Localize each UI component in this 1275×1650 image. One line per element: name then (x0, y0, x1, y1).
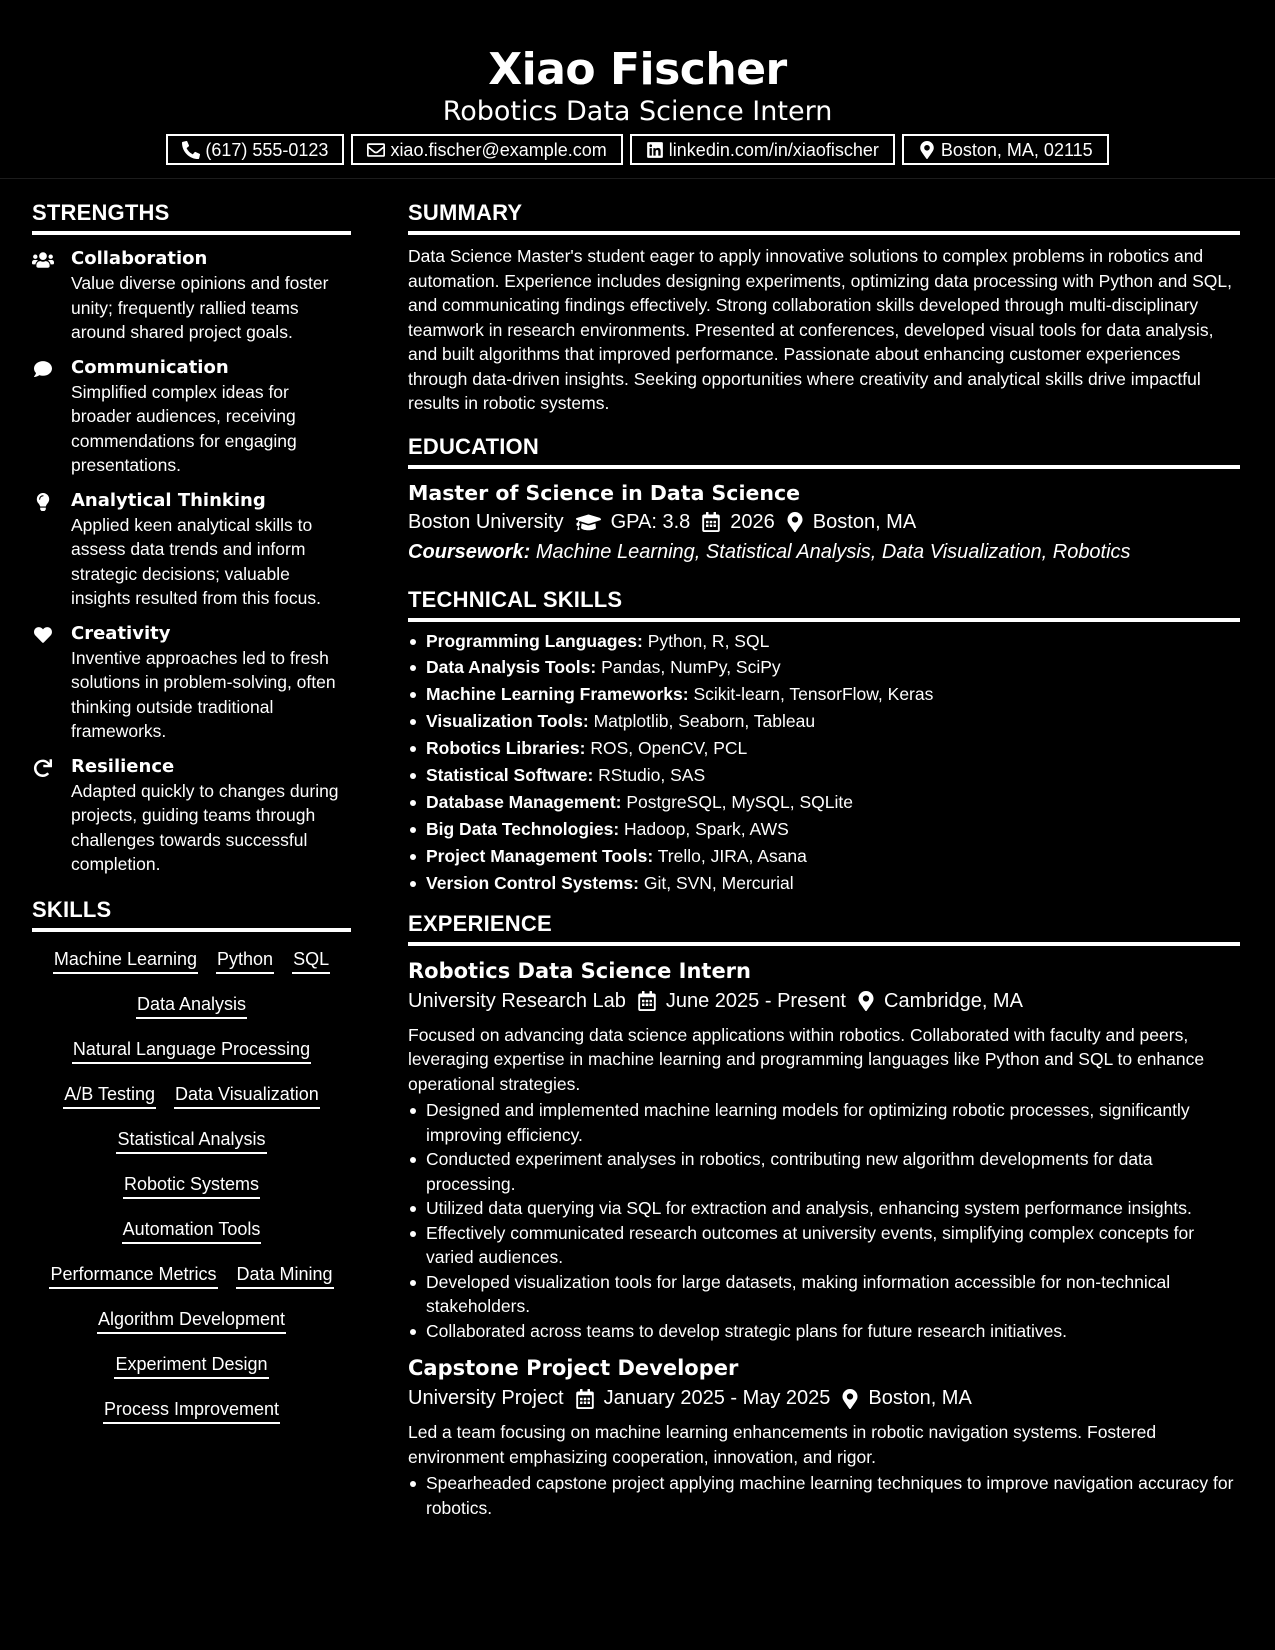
job-org: University Project (408, 1387, 564, 1410)
strength-desc: Adapted quickly to changes during projects, guiding teams through challenges towards successful completion. (71, 780, 339, 874)
contact-phone[interactable] (166, 134, 344, 165)
summary-heading: SUMMARY (408, 198, 1240, 235)
strength-name: Resilience (71, 755, 175, 777)
summary-text: Data Science Master's student eager to apply innovative solutions to complex problems in robotics and automation. Experience includes designing experiments, optimizing data processing with Python and SQL, and communicating findings effectively. Strong collaboration skills developed through multi-disciplinary teamwork in research environments. Presented at conferences, developed visual tools for data analysis, and built algorithms that improved performance. Passionate about enhancing customer experiences through data-driven insights. Seeking opportunities where creativity and analytical skills drive impactful results in robotic systems. (408, 246, 1232, 413)
contact-text: xiao.fischer@example.com (390, 139, 607, 160)
job-entry (408, 1353, 1240, 1520)
coursework-list: Machine Learning, Statistical Analysis, Data Visualization, Robotics (535, 540, 1131, 563)
strength-name: Creativity (71, 622, 171, 644)
contact-email[interactable] (351, 134, 622, 165)
skills-list (32, 948, 351, 1424)
skill-tag: Natural Language Processing (72, 1038, 311, 1064)
job-org: University Research Lab (408, 989, 626, 1012)
list-item: Project Management Tools: Trello, JIRA, Asana (408, 843, 1240, 870)
strength-item (32, 247, 351, 345)
calendar-icon (576, 1389, 594, 1409)
skill-tag: Process Improvement (103, 1398, 280, 1424)
skill-tag: Automation Tools (122, 1218, 262, 1244)
strength-desc: Applied keen analytical skills to assess data trends and inform strategic decisions; valuable insights resulted from this focus. (71, 514, 321, 608)
skill-tag: Machine Learning (53, 948, 198, 974)
job-dates: January 2025 - May 2025 (603, 1387, 831, 1410)
technical-skills-heading: TECHNICAL SKILLS (408, 585, 1240, 622)
contact-location[interactable] (902, 134, 1109, 165)
strengths-list (32, 247, 351, 877)
strength-item (32, 755, 351, 877)
strength-item (32, 489, 351, 611)
education-location: Boston, MA (812, 510, 917, 533)
list-item: Database Management: PostgreSQL, MySQL, SQLite (408, 789, 1240, 816)
list-item: Utilized data querying via SQL for extraction and analysis, enhancing system performance insights. (408, 1196, 1240, 1221)
strength-desc: Value diverse opinions and foster unity; frequently rallied teams around shared project goals. (71, 273, 329, 342)
strength-item (32, 356, 351, 478)
list-item: Visualization Tools: Matplotlib, Seaborn, Tableau (408, 708, 1240, 735)
job-location: Boston, MA (868, 1387, 972, 1410)
map-marker-icon (842, 1389, 858, 1409)
education-heading: EDUCATION (408, 432, 1240, 469)
skill-tag: Data Visualization (174, 1083, 320, 1109)
list-item: Developed visualization tools for large datasets, making information accessible for non-technical stakeholders. (408, 1270, 1240, 1319)
education-meta (408, 507, 1240, 537)
technical-skills-list (408, 628, 1240, 897)
skills-heading: SKILLS (32, 895, 351, 932)
job-dates: June 2025 - Present (665, 989, 846, 1012)
phone-icon (182, 141, 200, 159)
strength-item (32, 622, 351, 744)
list-item: Collaborated across teams to develop strategic plans for future research initiatives. (408, 1319, 1240, 1344)
list-item: Robotics Libraries: ROS, OpenCV, PCL (408, 735, 1240, 762)
list-item: Version Control Systems: Git, SVN, Mercurial (408, 870, 1240, 897)
skill-tag: Robotic Systems (123, 1173, 260, 1199)
skill-tag: Statistical Analysis (116, 1128, 266, 1154)
skill-tag: Data Mining (236, 1263, 334, 1289)
strengths-heading: STRENGTHS (32, 198, 351, 235)
contact-text: (617) 555-0123 (205, 139, 329, 160)
skill-tag: Algorithm Development (97, 1308, 286, 1334)
strength-name: Communication (71, 356, 229, 378)
redo-icon (32, 759, 54, 777)
job-bullets (408, 1098, 1240, 1343)
job-title: Robotics Data Science Intern (408, 958, 751, 983)
right-column (408, 198, 1240, 1520)
education-degree: Master of Science in Data Science (408, 480, 801, 505)
left-column (32, 198, 351, 1443)
skill-tag: SQL (292, 948, 330, 974)
users-icon (32, 251, 54, 269)
strength-name: Analytical Thinking (71, 489, 266, 511)
skill-tag: Performance Metrics (49, 1263, 217, 1289)
list-item: Statistical Software: RStudio, SAS (408, 762, 1240, 789)
strength-desc: Inventive approaches led to fresh solutions in problem-solving, often thinking outside traditional frameworks. (71, 647, 336, 741)
contact-text: Boston, MA, 02115 (940, 139, 1093, 160)
candidate-title: Robotics Data Science Intern (442, 96, 833, 127)
list-item: Spearheaded capstone project applying machine learning techniques to improve navigation accuracy for robotics. (408, 1471, 1240, 1520)
resume-header (0, 0, 1275, 179)
map-marker-icon (787, 512, 803, 532)
job-entry (408, 956, 1240, 1344)
envelope-icon (367, 141, 385, 159)
map-marker-icon (858, 991, 874, 1011)
contact-text: linkedin.com/in/xiaofischer (668, 139, 879, 160)
coursework-label: Coursework: (408, 540, 531, 563)
skill-tag: Python (216, 948, 274, 974)
list-item: Big Data Technologies: Hadoop, Spark, AWS (408, 816, 1240, 843)
list-item: Conducted experiment analyses in robotics, contributing new algorithm developments for data processing. (408, 1147, 1240, 1196)
job-bullets (408, 1471, 1240, 1520)
skill-tag: Experiment Design (114, 1353, 268, 1379)
heart-icon (32, 626, 54, 644)
skill-tag: A/B Testing (63, 1083, 156, 1109)
comment-icon (32, 360, 54, 378)
graduation-cap-icon (576, 512, 601, 532)
education-coursework (408, 537, 1240, 567)
contact-bar (0, 134, 1275, 165)
education-gpa: GPA: 3.8 (610, 510, 691, 533)
education-school: Boston University (408, 510, 564, 533)
list-item: Designed and implemented machine learning models for optimizing robotic processes, significantly improving efficiency. (408, 1098, 1240, 1147)
job-title: Capstone Project Developer (408, 1356, 739, 1381)
calendar-icon (638, 991, 656, 1011)
strength-desc: Simplified complex ideas for broader audiences, receiving commendations for engaging presentations. (71, 381, 297, 475)
map-marker-icon (918, 141, 936, 159)
calendar-icon (702, 512, 720, 532)
skill-tag: Data Analysis (136, 993, 247, 1019)
list-item: Data Analysis Tools: Pandas, NumPy, SciPy (408, 654, 1240, 681)
job-description: Led a team focusing on machine learning enhancements in robotic navigation systems. Fostered environment emphasizing cooperation, innovation, and rigor. (408, 1422, 1157, 1467)
job-meta (408, 1383, 1240, 1414)
strength-name: Collaboration (71, 248, 208, 269)
job-location: Cambridge, MA (884, 989, 1023, 1012)
linkedin-icon (646, 141, 664, 159)
lightbulb-icon (32, 493, 54, 511)
job-meta (408, 986, 1240, 1017)
job-description: Focused on advancing data science applications within robotics. Collaborated with faculty and peers, leveraging expertise in machine learning and programming languages like Python and SQL to enhance operational strategies. (408, 1024, 1205, 1094)
candidate-name: Xiao Fischer (488, 44, 787, 95)
education-year: 2026 (730, 510, 775, 533)
experience-heading: EXPERIENCE (408, 909, 1240, 946)
list-item: Effectively communicated research outcomes at university events, simplifying complex concepts for varied audiences. (408, 1221, 1240, 1270)
list-item: Programming Languages: Python, R, SQL (408, 628, 1240, 655)
contact-linkedin[interactable] (630, 134, 895, 165)
list-item: Machine Learning Frameworks: Scikit-learn, TensorFlow, Keras (408, 681, 1240, 708)
